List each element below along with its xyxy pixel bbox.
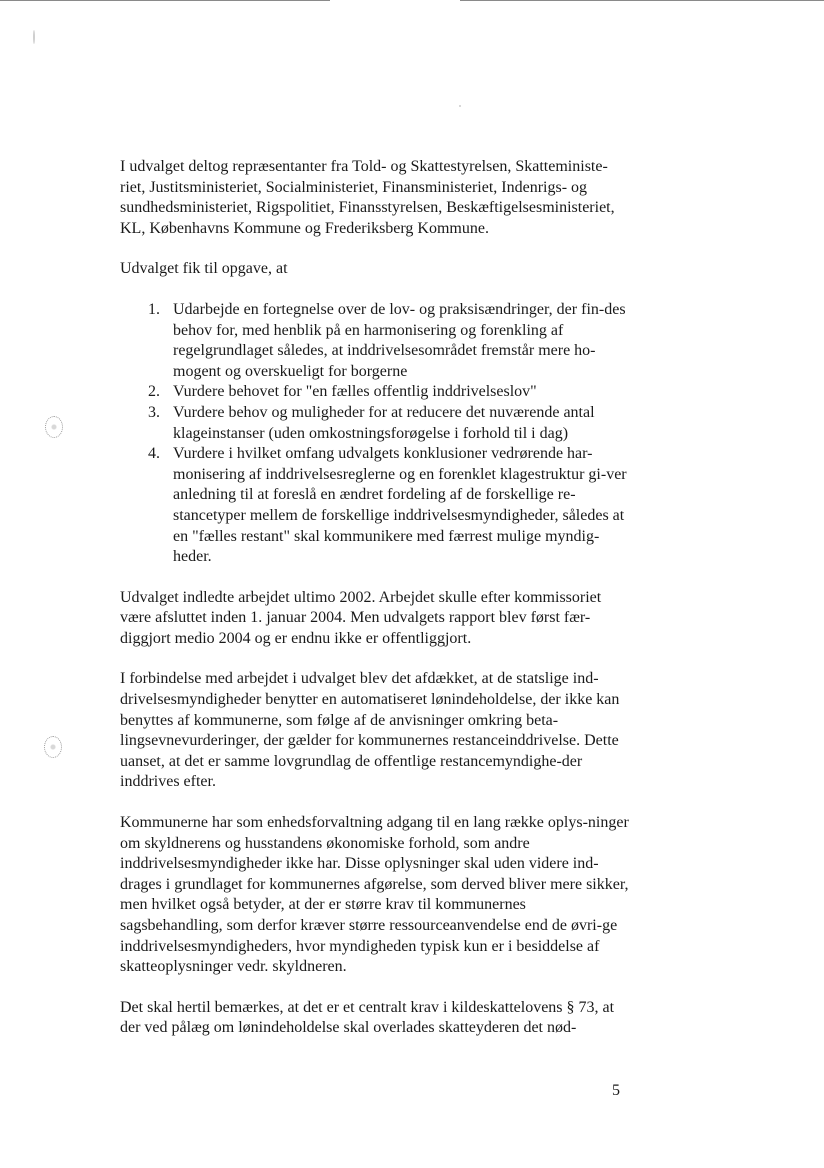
list-item-number: 4. xyxy=(148,445,160,463)
list-item xyxy=(120,382,630,403)
municipal-information-paragraph: Kommunerne har som enhedsforvaltning adgang til en lang række oplys-ninger om skyldnerens og husstandens økonomiske forhold, som andre inddrivelsesmyndigheder ikke har. Disse oplysninger skal uden videre ind-drages i grundlaget for kommunernes afgørelse, som derved bliver mere sikker, men hvilket også betyder, at der er større krav til kommunernes sagsbehandling, som derfor kræver større ressourceanvendelse end de øvri-ge inddrivelsesmyndigheders, hvor myndigheden typisk kun er i besiddelse af skatteoplysninger vedr. skyldneren. xyxy=(120,814,629,976)
participants-paragraph: I udvalget deltog repræsentanter fra Told- og Skattestyrelsen, Skatteministe-riet, Justitsministeriet, Socialministeriet, Finansministeriet, Indenrigs- og sundhedsministeriet, Rigspolitiet, Finansstyrelsen, Beskæftigelsesministeriet, KL, Københavns Kommune og Frederiksberg Kommune. xyxy=(120,158,615,237)
list-item-number: 1. xyxy=(148,300,160,318)
list-item-text: Vurdere i hvilket omfang udvalgets konklusioner vedrørende har-monisering af inddrivelsesreglerne og en forenklet klagestruktur gi-ver anledning til at foreslå en ændret fordeling af de forskellige re-stancetyper mellem de forskellige inddrivelsesmyndigheder, således at en "fælles restant" skal kommunikere med færrest mulige myndig-heder. xyxy=(173,445,627,566)
list-item-text: Udarbejde en fortegnelse over de lov- og praksisændringer, der fin-des behov for, med henblik på en harmonisering og forenkling af regelgrundlaget således, at inddrivelsesområdet fremstår mere ho-mogent og overskueligt for borgerne xyxy=(173,300,626,380)
list-item xyxy=(120,444,630,568)
list-item-text: Vurdere behovet for "en fælles offentlig inddrivelseslov" xyxy=(173,383,537,401)
list-item-number: 2. xyxy=(148,383,160,401)
punch-hole-mark xyxy=(44,736,62,758)
scan-edge-line xyxy=(0,0,330,1)
wage-deduction-paragraph: I forbindelse med arbejdet i udvalget blev det afdækket, at de statslige ind-drivelsesmyndigheder benytter en automatiseret lønindeholdelse, der ikke kan benyttes af kommunerne, som følge af de anvisninger omkring beta-lingsevnevurderinger, der gælder for kommunernes restanceinddrivelse. Dette uanset, at det er samme lovgrundlag de offentlige restancemyndighe-der inddrives efter. xyxy=(120,670,620,791)
list-item-number: 3. xyxy=(148,403,160,421)
page-number: 5 xyxy=(612,1082,620,1099)
scan-speck xyxy=(459,105,461,107)
document-body xyxy=(120,157,630,1059)
list-item-text: Vurdere behov og muligheder for at reducere det nuværende antal klageinstanser (uden omkostningsforøgelse i forhold til i dag) xyxy=(173,403,595,442)
task-list xyxy=(120,300,630,568)
withholding-tax-paragraph: Det skal hertil bemærkes, at det er et centralt krav i kildeskattelovens § 73, at der ved pålæg om lønindeholdelse skal overlades skatteyderen det nød- xyxy=(120,998,615,1037)
scan-speck xyxy=(33,30,35,44)
timeline-paragraph: Udvalget indledte arbejdet ultimo 2002. Arbejdet skulle efter kommissoriet være afsluttet inden 1. januar 2004. Men udvalgets rapport blev først fær-diggjort medio 2004 og er endnu ikke er offentliggjort. xyxy=(120,588,602,647)
punch-hole-mark xyxy=(45,416,63,438)
task-intro-paragraph: Udvalget fik til opgave, at xyxy=(120,260,288,278)
list-item xyxy=(120,300,630,382)
list-item xyxy=(120,403,630,444)
scan-edge-line xyxy=(460,0,824,1)
